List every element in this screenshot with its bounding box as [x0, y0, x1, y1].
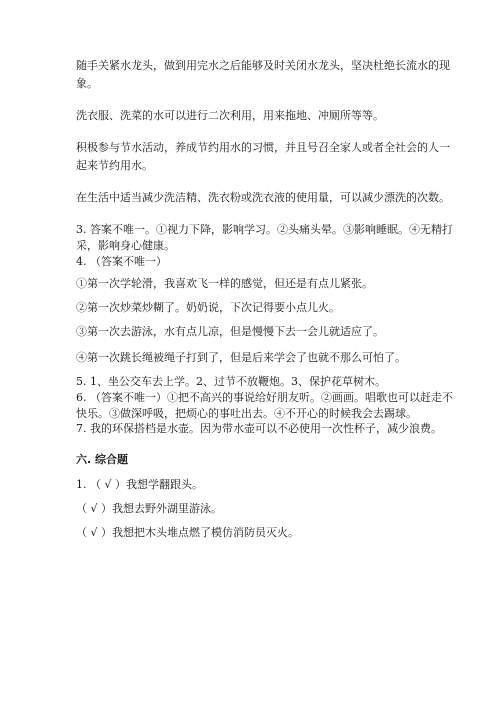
comprehensive-answer-3: （ √ ）我想把木头堆点燃了模仿消防员灭火。 [76, 526, 300, 539]
answer-5: 5. 1、坐公交车去上学。2、过节不放鞭炮。3、保护花草树木。 [76, 375, 386, 388]
paragraph-detergent: 在生活中适当减少洗洁精、洗衣粉或洗衣液的使用量，可以减少漂洗的次数。 [76, 191, 450, 204]
answer-6-line-1: 6. （答案不唯一）①把不高兴的事说给好朋友听。②画画。唱歌也可以赶走不 [76, 391, 453, 404]
comprehensive-answer-2: （ √ ）我想去野外湖里游泳。 [76, 502, 223, 515]
comprehensive-answer-1: 1. （ √ ）我想学翻跟头。 [76, 478, 203, 491]
answer-3-line-1: 3. 答案不唯一。①视力下降，影响学习。②头痛头晕。③影响睡眠。④无精打 [76, 223, 453, 236]
answer-4-item-1: ①第一次学轮滑，我喜欢飞一样的感觉，但还是有点儿紧张。 [76, 277, 373, 290]
answer-4-item-4: ④第一次跳长绳被绳子打到了，但是后来学会了也就不那么可怕了。 [76, 351, 406, 364]
answer-6-line-2: 快乐。③做深呼吸，把烦心的事吐出去。④不开心的时候我会去踢球。 [76, 407, 417, 420]
paragraph-activities-line-2: 起来节约用水。 [76, 159, 153, 172]
answer-3-line-2: 采，影响身心健康。 [76, 239, 175, 252]
paragraph-reuse-water: 洗衣服、洗菜的水可以进行二次利用，用来拖地、冲厕所等等。 [76, 109, 384, 122]
paragraph-water-tap-line-1: 随手关紧水龙头，做到用完水之后能够及时关闭水龙头，坚决杜绝长流水的现 [76, 59, 450, 72]
answer-4-item-2: ②第一次炒菜炒糊了。奶奶说，下次记得要小点儿火。 [76, 301, 340, 314]
answer-4-header: 4. （答案不唯一） [76, 255, 167, 268]
paragraph-activities-line-1: 积极参与节水活动，养成节约用水的习惯，并且号召全家人或者全社会的人一 [76, 141, 450, 154]
section-heading: 六. 综合题 [76, 453, 129, 466]
paragraph-water-tap-line-2: 象。 [76, 77, 98, 90]
answer-7: 7. 我的环保搭档是水壶。因为带水壶可以不必使用一次性杯子，减少浪费。 [76, 422, 442, 435]
answer-4-item-3: ③第一次去游泳，水有点儿凉，但是慢慢下去一会儿就适应了。 [76, 325, 384, 338]
